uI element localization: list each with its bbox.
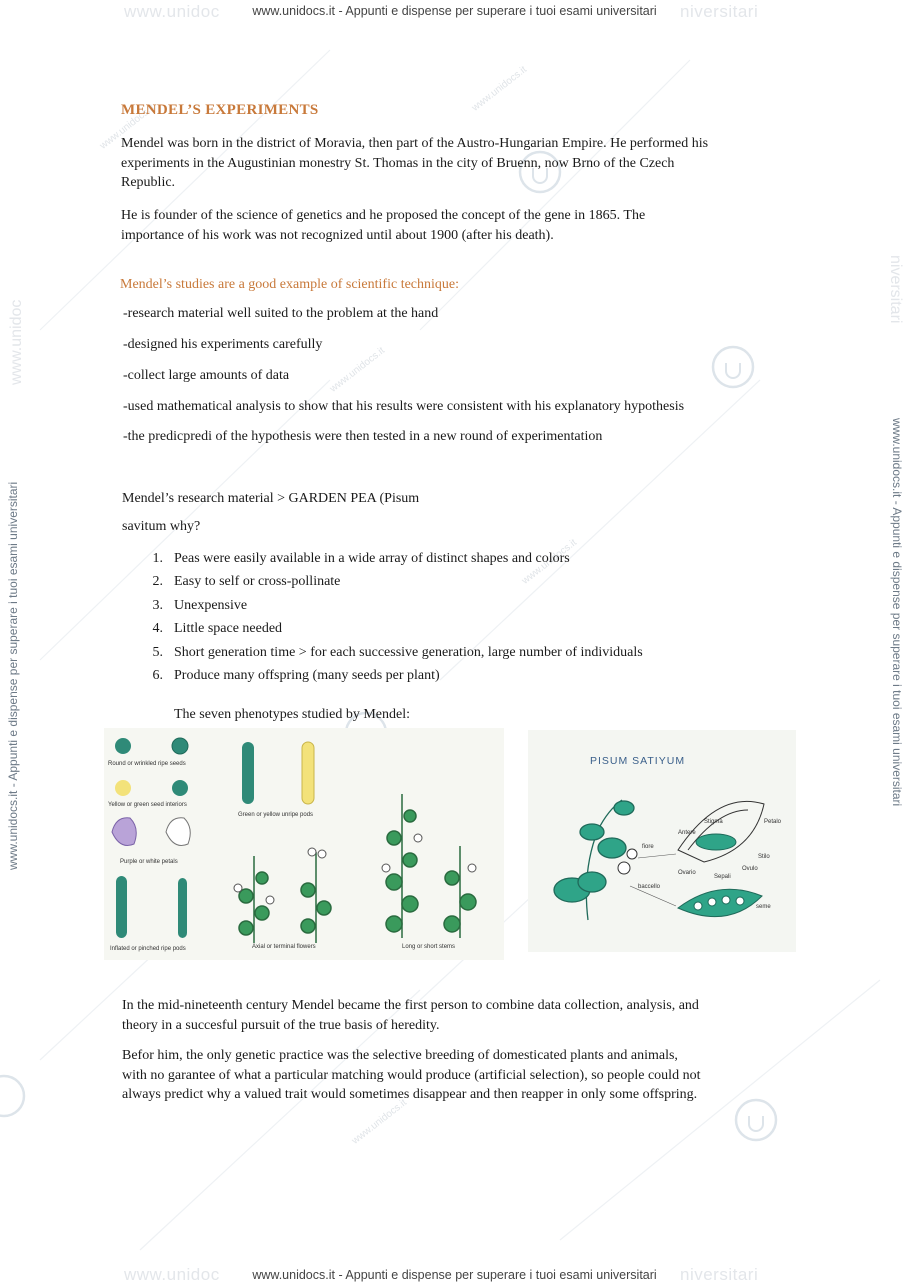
right-side-watermark: www.unidocs.it - Appunti e dispense per superare i tuoi esami universitari <box>890 418 904 807</box>
pod-shape-label: Inflated or pinched ripe pods <box>110 946 186 952</box>
sepali-label: Sepali <box>714 874 731 880</box>
closing-paragraph-1 <box>122 996 792 1035</box>
round-seed-icon <box>115 738 131 754</box>
stilo-label: Stilo <box>758 854 770 860</box>
baccello-label: baccello <box>638 884 661 890</box>
pod-color-label: Green or yellow unripe pods <box>238 812 314 818</box>
list-number: 2. <box>152 574 163 589</box>
seed-color-label: Yellow or green seed interiors <box>108 802 187 808</box>
pisum-figure <box>528 730 796 952</box>
green-pod-icon <box>242 742 254 804</box>
text-line: experiments in the Augustinian monestry St. Thomas in the city of Bruenn, now Brno of the Czech <box>121 155 675 171</box>
yellow-pod-icon <box>302 742 314 804</box>
pinched-pod-icon <box>178 878 187 938</box>
pisum-title: PISUM SATIYUM <box>590 755 686 767</box>
seed-shape-label: Round or wrinkled ripe seeds <box>108 761 186 767</box>
ovario-label: Ovario <box>678 870 696 876</box>
green-seed-icon <box>172 780 188 796</box>
phenotypes-caption: The seven phenotypes studied by Mendel: <box>174 707 411 722</box>
header-watermark: www.unidocs.it - Appunti e dispense per superare i tuoi esami universitari <box>252 4 657 18</box>
material-line: Mendel’s research material > GARDEN PEA (Pisum <box>122 491 420 506</box>
petalo-label: Petalo <box>764 819 782 825</box>
text-line: importance of his work was not recognized until about 1900 (after his death). <box>121 227 554 243</box>
list-item: Unexpensive <box>174 598 248 613</box>
technique-item: -research material well suited to the problem at the hand <box>123 306 439 321</box>
text-line: theory in a succesful pursuit of the true basis of heredity. <box>122 1017 440 1033</box>
list-number: 3. <box>152 598 163 613</box>
text-line: Befor him, the only genetic practice was the selective breeding of domesticated plants and animals, <box>122 1048 678 1063</box>
petal-color-label: Purple or white petals <box>120 859 178 865</box>
diagonal-watermark: www.unidocs.it <box>470 64 529 114</box>
ghost-watermark: niversitari <box>680 2 759 21</box>
text-line: In the mid-nineteenth century Mendel became the first person to combine data collection, analysis, and <box>122 998 699 1013</box>
inflated-pod-icon <box>116 876 127 938</box>
list-item: Little space needed <box>174 621 283 636</box>
list-item: Easy to self or cross-pollinate <box>174 574 341 589</box>
ghost-watermark: www.unidoc <box>124 1265 220 1284</box>
list-item: Peas were easily available in a wide array of distinct shapes and colors <box>174 551 570 566</box>
technique-item: -designed his experiments carefully <box>123 337 323 352</box>
diagonal-watermark: www.unidocs.it <box>98 102 157 152</box>
text-line: with no garantee of what a particular matching would produce (artificial selection), so people could not <box>122 1067 701 1083</box>
side-ghost-watermark: www.unidoc <box>8 299 25 385</box>
stem-length-label: Long or short stems <box>402 944 456 950</box>
seme-label: seme <box>756 904 771 910</box>
technique-item: -the predicpredi of the hypothesis were then tested in a new round of experimentation <box>123 429 603 444</box>
diagonal-watermark: www.unidocs.it <box>328 345 387 395</box>
diagonal-watermark: www.unidocs.it <box>520 537 579 587</box>
material-line: savitum why? <box>122 519 201 534</box>
text-line: He is founder of the science of genetics and he proposed the concept of the gene in 1865. The <box>121 208 646 223</box>
ghost-watermark: niversitari <box>680 1265 759 1284</box>
text-line: always predict why a valued trait would sometimes disappear and then reapper in only some offspring. <box>122 1087 698 1102</box>
ghost-watermark: www.unidoc <box>124 2 220 21</box>
founder-paragraph <box>121 206 791 245</box>
wrinkled-seed-icon <box>172 738 188 754</box>
fiore-label: fiore <box>642 844 654 850</box>
ovulo-label: Ovulo <box>742 866 758 872</box>
side-ghost-watermark: niversitari <box>887 255 904 324</box>
text-line: Mendel was born in the district of Moravia, then part of the Austro-Hungarian Empire. He performed his <box>121 136 709 151</box>
list-number: 5. <box>152 645 163 660</box>
closing-paragraph-2 <box>122 1046 792 1105</box>
diagonal-watermark: www.unidocs.it <box>350 1097 409 1147</box>
yellow-seed-icon <box>115 780 131 796</box>
intro-paragraph <box>121 134 791 193</box>
phenotypes-figure <box>104 728 504 960</box>
text-line: Republic. <box>121 175 176 190</box>
list-item: Short generation time > for each successive generation, large number of individuals <box>174 645 643 660</box>
page-title: MENDEL’S EXPERIMENTS <box>121 102 319 118</box>
technique-heading: Mendel’s studies are a good example of scientific technique: <box>120 277 460 292</box>
stigma-label: Stigma <box>704 819 723 825</box>
list-number: 4. <box>152 621 163 636</box>
footer-watermark: www.unidocs.it - Appunti e dispense per superare i tuoi esami universitari <box>252 1268 657 1282</box>
list-number: 6. <box>152 668 163 683</box>
antere-label: Antere <box>678 830 696 836</box>
technique-item: -used mathematical analysis to show that his results were consistent with his explanatory hypothesis <box>123 399 685 414</box>
left-side-watermark: www.unidocs.it - Appunti e dispense per superare i tuoi esami universitari <box>6 481 20 870</box>
list-item: Produce many offspring (many seeds per plant) <box>174 668 440 683</box>
flower-position-label: Axial or terminal flowers <box>252 944 316 950</box>
technique-item: -collect large amounts of data <box>123 368 290 383</box>
ovary-icon <box>696 834 736 850</box>
list-number: 1. <box>152 551 163 566</box>
